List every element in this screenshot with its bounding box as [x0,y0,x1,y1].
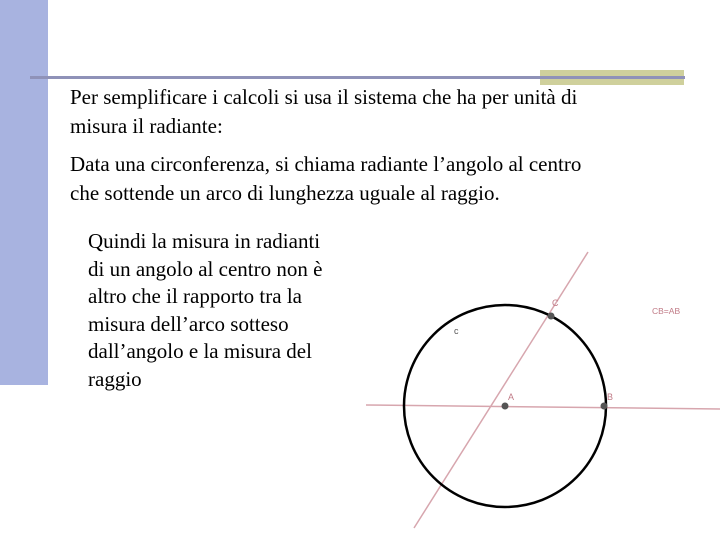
measure-line-1: Quindi la misura in radianti [88,229,321,253]
center-point-a [502,403,509,410]
horizontal-diameter-line [366,405,720,409]
intro-line-2: misura il radiante: [70,114,223,138]
point-c-label: C [552,298,559,308]
point-c [548,313,555,320]
measure-line-2: di un angolo al centro non è [88,256,323,281]
definition-line-2: che sottende un arco di lunghezza uguale al raggio. [70,181,500,205]
point-b-label: B [607,392,614,402]
measure-line-4: misura dell’arco sotteso [88,311,289,336]
equation-label: CB=AB [652,306,681,316]
circle-label: c [454,326,459,336]
point-b [601,403,608,410]
intro-line-1: Per semplificare i calcoli si usa il sistema che ha per unità di [70,85,578,109]
measure-line-3: altro che il rapporto tra la [88,284,302,308]
oblique-line [414,252,588,528]
measure-line-5: dall’angolo e la misura del [88,339,312,363]
definition-line-1: Data una circonferenza, si chiama radiante l’angolo al centro [70,152,582,176]
measure-line-6: raggio [88,366,142,391]
point-a-label: A [508,392,515,402]
